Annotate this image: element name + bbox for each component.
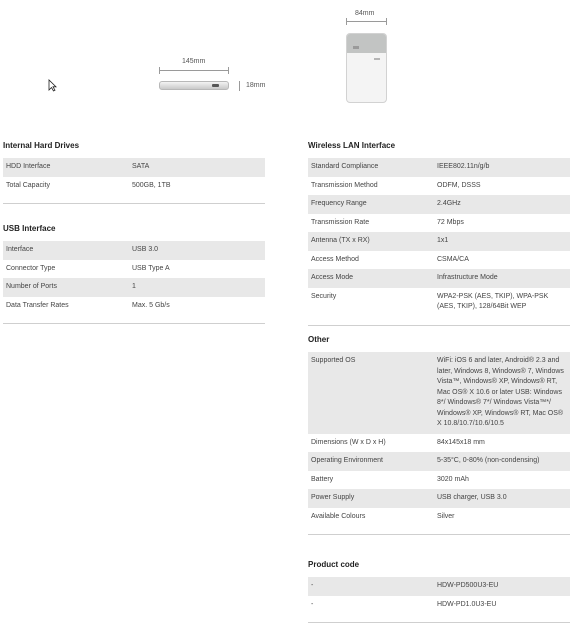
spec-value: WiFi: iOS 6 and later, Android® 2.3 and later, Windows 8, Windows® 7, Windows Vista™, Windows® XP, Windows® RT, Mac OS® X 10.6 or later USB: Windows 8*/ Windows® 7*/ Windows Vista™*/ Windows® XP, Windows® RT, Mac OS® X 10.8/10.7/10.6/10.5 (434, 352, 570, 434)
section-title: Wireless LAN Interface (308, 141, 396, 150)
spec-table (3, 241, 265, 315)
spec-value: Max. 5 Gb/s (132, 301, 170, 309)
spec-value: USB charger, USB 3.0 (434, 489, 570, 508)
drive-side-view-image (159, 81, 229, 90)
spec-value: HDW-PD1.0U3-EU (437, 600, 497, 608)
section-divider (308, 325, 570, 326)
spec-label: Standard Compliance (308, 158, 434, 177)
spec-label: Antenna (TX x RX) (308, 232, 434, 251)
usb-interface-section (3, 222, 265, 324)
spec-label: Total Capacity (6, 181, 50, 189)
spec-label: Operating Environment (308, 452, 434, 471)
spec-table (308, 577, 570, 614)
spec-value: 72 Mbps (437, 218, 464, 226)
drive-top-logo (374, 58, 380, 60)
spec-label: - (308, 577, 434, 596)
dimension-tick (346, 18, 347, 25)
spec-row (3, 297, 265, 316)
spec-value: IEEE802.11n/g/b (434, 158, 570, 177)
spec-row (3, 260, 265, 279)
spec-row (308, 177, 570, 196)
spec-value: 5-35°C, 0-80% (non-condensing) (434, 452, 570, 471)
spec-label: HDD Interface (3, 158, 129, 177)
wireless-lan-interface-section (308, 139, 570, 326)
width-dimension-label: 145mm (182, 58, 206, 65)
section-divider (308, 534, 570, 535)
section-title: Product code (308, 560, 360, 569)
usb-port-shape (212, 84, 219, 87)
spec-value: 84x145x18 mm (437, 438, 485, 446)
spec-row (308, 269, 570, 288)
spec-row (308, 251, 570, 270)
spec-row (308, 158, 570, 177)
spec-label: Access Method (311, 255, 359, 263)
spec-row (308, 508, 570, 527)
spec-label: Supported OS (308, 352, 434, 434)
spec-row (308, 195, 570, 214)
spec-value: Silver (437, 512, 455, 520)
spec-row (308, 434, 570, 453)
dimension-tick (386, 18, 387, 25)
spec-value: WPA2-PSK (AES, TKIP), WPA-PSK (AES, TKIP), 128/64Bit WEP (437, 292, 549, 310)
spec-row (308, 288, 570, 317)
spec-value: ODFM, DSSS (437, 181, 481, 189)
depth-dimension-line (346, 21, 387, 22)
spec-row (308, 471, 570, 490)
other-section (308, 333, 570, 535)
height-dimension-line (239, 81, 240, 91)
height-dimension-label: 18mm (246, 82, 266, 89)
mouse-pointer-icon (48, 79, 57, 92)
spec-label: Number of Ports (3, 278, 129, 297)
dimension-tick (228, 67, 229, 74)
spec-value: 2.4GHz (434, 195, 570, 214)
spec-row (308, 214, 570, 233)
spec-value: Infrastructure Mode (434, 269, 570, 288)
section-divider (3, 203, 265, 204)
spec-label: Transmission Method (311, 181, 378, 189)
spec-value: HDW-PD500U3-EU (434, 577, 570, 596)
width-dimension-line (159, 70, 229, 71)
spec-row (3, 278, 265, 297)
spec-label: Frequency Range (308, 195, 434, 214)
spec-label: Interface (3, 241, 129, 260)
section-title: Other (308, 335, 330, 344)
spec-label: Data Transfer Rates (6, 301, 69, 309)
spec-table (308, 158, 570, 317)
spec-value: 500GB, 1TB (132, 181, 171, 189)
spec-value: 1 (129, 278, 265, 297)
spec-label: Battery (311, 475, 334, 483)
spec-row (3, 177, 265, 196)
spec-value: USB 3.0 (129, 241, 265, 260)
section-divider (3, 323, 265, 324)
product-code-section (308, 558, 570, 623)
spec-value: CSMA/CA (437, 255, 469, 263)
spec-label: Dimensions (W x D x H) (311, 438, 386, 446)
spec-table (3, 158, 265, 195)
section-title: Internal Hard Drives (3, 141, 80, 150)
spec-row (308, 596, 570, 615)
spec-label: Transmission Rate (311, 218, 370, 226)
spec-value: 3020 mAh (437, 475, 469, 483)
spec-row (3, 241, 265, 260)
spec-label: Security (311, 292, 337, 300)
spec-label: Connector Type (6, 264, 56, 272)
spec-value: SATA (129, 158, 265, 177)
spec-value: USB Type A (132, 264, 170, 272)
spec-row (308, 352, 570, 434)
spec-table (308, 352, 570, 526)
spec-row (308, 232, 570, 251)
spec-label: Available Colours (311, 512, 366, 520)
section-divider (308, 622, 570, 623)
spec-value: 1x1 (434, 232, 570, 251)
spec-label: - (311, 600, 314, 608)
spec-label: Access Mode (308, 269, 434, 288)
dimension-tick (159, 67, 160, 74)
section-title: USB Interface (3, 224, 56, 233)
drive-top-view-image (346, 33, 387, 103)
spec-row (3, 158, 265, 177)
internal-hard-drives-section (3, 139, 265, 204)
drive-top-band (347, 34, 386, 53)
spec-label: Power Supply (308, 489, 434, 508)
depth-dimension-label: 84mm (355, 10, 375, 17)
spec-row (308, 577, 570, 596)
spec-row (308, 489, 570, 508)
drive-top-slot (353, 46, 359, 49)
spec-row (308, 452, 570, 471)
